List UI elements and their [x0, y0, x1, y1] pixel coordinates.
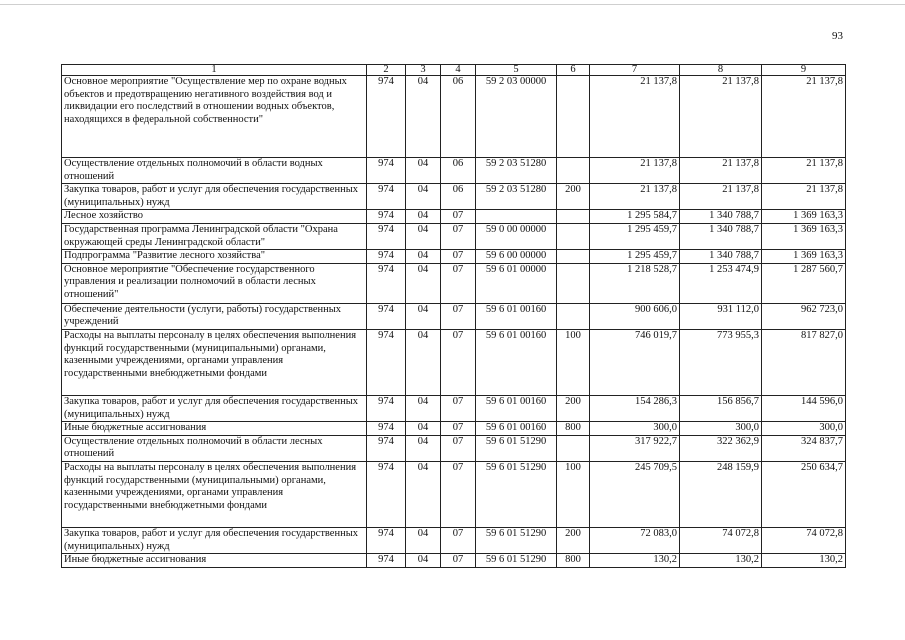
row-cell-c6: 200	[557, 395, 590, 421]
row-cell-c3: 04	[406, 422, 441, 436]
row-cell-c7: 1 295 584,7	[590, 210, 680, 224]
row-cell-c7: 130,2	[590, 554, 680, 568]
table-row	[62, 435, 846, 461]
header-cell: 7	[590, 65, 680, 76]
row-cell-c6	[557, 263, 590, 303]
row-cell-c7: 245 709,5	[590, 461, 680, 527]
row-cell-c5	[476, 210, 557, 224]
row-cell-c2: 974	[367, 158, 406, 184]
row-cell-c7: 900 606,0	[590, 303, 680, 329]
row-name-cell: Иные бюджетные ассигнования	[62, 422, 367, 436]
row-cell-c5: 59 2 03 00000	[476, 76, 557, 158]
row-cell-c9: 130,2	[762, 554, 846, 568]
row-cell-c2: 974	[367, 435, 406, 461]
row-cell-c4: 07	[441, 554, 476, 568]
row-cell-c7: 21 137,8	[590, 184, 680, 210]
row-cell-c8: 156 856,7	[680, 395, 762, 421]
row-name-cell: Закупка товаров, работ и услуг для обеспечения государственных (муниципальных) нужд	[62, 527, 367, 553]
row-cell-c7: 1 295 459,7	[590, 223, 680, 249]
row-cell-c9: 21 137,8	[762, 158, 846, 184]
row-cell-c2: 974	[367, 76, 406, 158]
row-cell-c4: 07	[441, 461, 476, 527]
row-cell-c6: 800	[557, 422, 590, 436]
row-cell-c4: 07	[441, 329, 476, 395]
row-name-cell: Закупка товаров, работ и услуг для обеспечения государственных (муниципальных) нужд	[62, 184, 367, 210]
row-name-cell: Осуществление отдельных полномочий в области водных отношений	[62, 158, 367, 184]
header-cell: 9	[762, 65, 846, 76]
row-cell-c8: 1 340 788,7	[680, 223, 762, 249]
row-cell-c9: 144 596,0	[762, 395, 846, 421]
header-cell: 6	[557, 65, 590, 76]
row-cell-c3: 04	[406, 329, 441, 395]
row-cell-c4: 07	[441, 263, 476, 303]
row-cell-c6	[557, 210, 590, 224]
row-cell-c6	[557, 223, 590, 249]
row-cell-c9: 21 137,8	[762, 184, 846, 210]
row-cell-c6: 200	[557, 527, 590, 553]
row-cell-c4: 07	[441, 422, 476, 436]
row-cell-c8: 248 159,9	[680, 461, 762, 527]
row-cell-c3: 04	[406, 527, 441, 553]
row-cell-c9: 74 072,8	[762, 527, 846, 553]
row-cell-c2: 974	[367, 184, 406, 210]
row-cell-c5: 59 6 01 51290	[476, 435, 557, 461]
row-cell-c9: 21 137,8	[762, 76, 846, 158]
row-name-cell: Лесное хозяйство	[62, 210, 367, 224]
budget-table	[61, 64, 846, 568]
table-row	[62, 76, 846, 158]
row-cell-c6	[557, 250, 590, 264]
table-row	[62, 158, 846, 184]
row-cell-c2: 974	[367, 395, 406, 421]
row-cell-c5: 59 6 01 00000	[476, 263, 557, 303]
row-cell-c4: 07	[441, 435, 476, 461]
row-cell-c9: 300,0	[762, 422, 846, 436]
table-row	[62, 250, 846, 264]
table-row	[62, 210, 846, 224]
row-cell-c6	[557, 435, 590, 461]
row-cell-c6: 100	[557, 461, 590, 527]
row-cell-c3: 04	[406, 158, 441, 184]
row-cell-c6: 800	[557, 554, 590, 568]
header-cell: 8	[680, 65, 762, 76]
table-row	[62, 527, 846, 553]
header-cell: 3	[406, 65, 441, 76]
row-cell-c8: 1 253 474,9	[680, 263, 762, 303]
row-name-cell: Иные бюджетные ассигнования	[62, 554, 367, 568]
row-cell-c6: 200	[557, 184, 590, 210]
row-cell-c9: 1 369 163,3	[762, 223, 846, 249]
row-cell-c5: 59 6 01 00160	[476, 422, 557, 436]
row-cell-c6	[557, 76, 590, 158]
row-cell-c3: 04	[406, 263, 441, 303]
row-cell-c8: 1 340 788,7	[680, 250, 762, 264]
row-cell-c7: 21 137,8	[590, 76, 680, 158]
table-row	[62, 184, 846, 210]
row-cell-c2: 974	[367, 223, 406, 249]
row-cell-c4: 06	[441, 158, 476, 184]
row-cell-c3: 04	[406, 554, 441, 568]
row-cell-c3: 04	[406, 250, 441, 264]
row-cell-c2: 974	[367, 554, 406, 568]
row-cell-c3: 04	[406, 303, 441, 329]
row-cell-c5: 59 2 03 51280	[476, 184, 557, 210]
row-cell-c2: 974	[367, 250, 406, 264]
header-cell: 5	[476, 65, 557, 76]
row-cell-c9: 817 827,0	[762, 329, 846, 395]
page-number: 93	[832, 30, 843, 42]
row-cell-c2: 974	[367, 422, 406, 436]
row-name-cell: Подпрограмма "Развитие лесного хозяйства"	[62, 250, 367, 264]
row-cell-c5: 59 6 01 00160	[476, 329, 557, 395]
table-row	[62, 395, 846, 421]
table-row	[62, 263, 846, 303]
table-row	[62, 554, 846, 568]
row-cell-c7: 746 019,7	[590, 329, 680, 395]
row-cell-c2: 974	[367, 527, 406, 553]
row-cell-c2: 974	[367, 210, 406, 224]
row-name-cell: Основное мероприятие "Обеспечение государственного управления и реализации полномочий в области лесных отношений"	[62, 263, 367, 303]
row-cell-c3: 04	[406, 210, 441, 224]
row-name-cell: Закупка товаров, работ и услуг для обеспечения государственных (муниципальных) нужд	[62, 395, 367, 421]
row-cell-c5: 59 6 01 51290	[476, 527, 557, 553]
row-cell-c7: 1 295 459,7	[590, 250, 680, 264]
row-cell-c9: 324 837,7	[762, 435, 846, 461]
row-cell-c7: 317 922,7	[590, 435, 680, 461]
row-cell-c5: 59 6 01 00160	[476, 395, 557, 421]
table-row	[62, 303, 846, 329]
row-name-cell: Обеспечение деятельности (услуги, работы) государственных учреждений	[62, 303, 367, 329]
row-name-cell: Расходы на выплаты персоналу в целях обеспечения выполнения функций государственными (муниципальными) органами, казенными учреждениями, органами управления государственными внебюджетными фондами	[62, 461, 367, 527]
row-cell-c8: 21 137,8	[680, 76, 762, 158]
row-cell-c8: 322 362,9	[680, 435, 762, 461]
row-cell-c9: 1 369 163,3	[762, 210, 846, 224]
row-cell-c9: 1 287 560,7	[762, 263, 846, 303]
table-row	[62, 223, 846, 249]
header-row	[62, 65, 846, 76]
row-name-cell: Расходы на выплаты персоналу в целях обеспечения выполнения функций государственными (муниципальными) органами, казенными учреждениями, органами управления государственными внебюджетными фондами	[62, 329, 367, 395]
scan-top-edge	[0, 4, 905, 5]
row-cell-c9: 250 634,7	[762, 461, 846, 527]
row-cell-c4: 07	[441, 250, 476, 264]
row-cell-c8: 74 072,8	[680, 527, 762, 553]
row-cell-c7: 300,0	[590, 422, 680, 436]
row-cell-c2: 974	[367, 303, 406, 329]
row-cell-c2: 974	[367, 461, 406, 527]
row-name-cell: Государственная программа Ленинградской области "Охрана окружающей среды Ленинградской области"	[62, 223, 367, 249]
row-cell-c4: 06	[441, 184, 476, 210]
row-cell-c4: 07	[441, 395, 476, 421]
row-cell-c8: 21 137,8	[680, 184, 762, 210]
row-cell-c4: 06	[441, 76, 476, 158]
row-cell-c7: 72 083,0	[590, 527, 680, 553]
row-name-cell: Основное мероприятие "Осуществление мер по охране водных объектов и предотвращению негативного воздействия вод и ликвидации его последствий в отношении водных объектов, находящихся в федеральной собственности"	[62, 76, 367, 158]
table-row	[62, 422, 846, 436]
row-cell-c5: 59 2 03 51280	[476, 158, 557, 184]
row-cell-c6: 100	[557, 329, 590, 395]
row-cell-c3: 04	[406, 76, 441, 158]
row-cell-c5: 59 6 01 00160	[476, 303, 557, 329]
row-cell-c8: 300,0	[680, 422, 762, 436]
header-cell: 2	[367, 65, 406, 76]
row-cell-c3: 04	[406, 395, 441, 421]
header-cell: 4	[441, 65, 476, 76]
row-cell-c7: 1 218 528,7	[590, 263, 680, 303]
table-body	[62, 76, 846, 568]
row-cell-c4: 07	[441, 223, 476, 249]
row-cell-c8: 1 340 788,7	[680, 210, 762, 224]
row-cell-c4: 07	[441, 303, 476, 329]
row-cell-c8: 773 955,3	[680, 329, 762, 395]
row-cell-c9: 962 723,0	[762, 303, 846, 329]
row-cell-c8: 931 112,0	[680, 303, 762, 329]
row-name-cell: Осуществление отдельных полномочий в области лесных отношений	[62, 435, 367, 461]
row-cell-c5: 59 6 01 51290	[476, 554, 557, 568]
row-cell-c4: 07	[441, 527, 476, 553]
row-cell-c2: 974	[367, 263, 406, 303]
header-cell: 1	[62, 65, 367, 76]
row-cell-c9: 1 369 163,3	[762, 250, 846, 264]
row-cell-c3: 04	[406, 461, 441, 527]
table-row	[62, 329, 846, 395]
row-cell-c7: 21 137,8	[590, 158, 680, 184]
row-cell-c5: 59 0 00 00000	[476, 223, 557, 249]
row-cell-c5: 59 6 01 51290	[476, 461, 557, 527]
row-cell-c8: 21 137,8	[680, 158, 762, 184]
row-cell-c2: 974	[367, 329, 406, 395]
row-cell-c8: 130,2	[680, 554, 762, 568]
row-cell-c3: 04	[406, 223, 441, 249]
row-cell-c6	[557, 158, 590, 184]
row-cell-c7: 154 286,3	[590, 395, 680, 421]
row-cell-c3: 04	[406, 435, 441, 461]
row-cell-c5: 59 6 00 00000	[476, 250, 557, 264]
row-cell-c4: 07	[441, 210, 476, 224]
row-cell-c3: 04	[406, 184, 441, 210]
row-cell-c6	[557, 303, 590, 329]
table-row	[62, 461, 846, 527]
